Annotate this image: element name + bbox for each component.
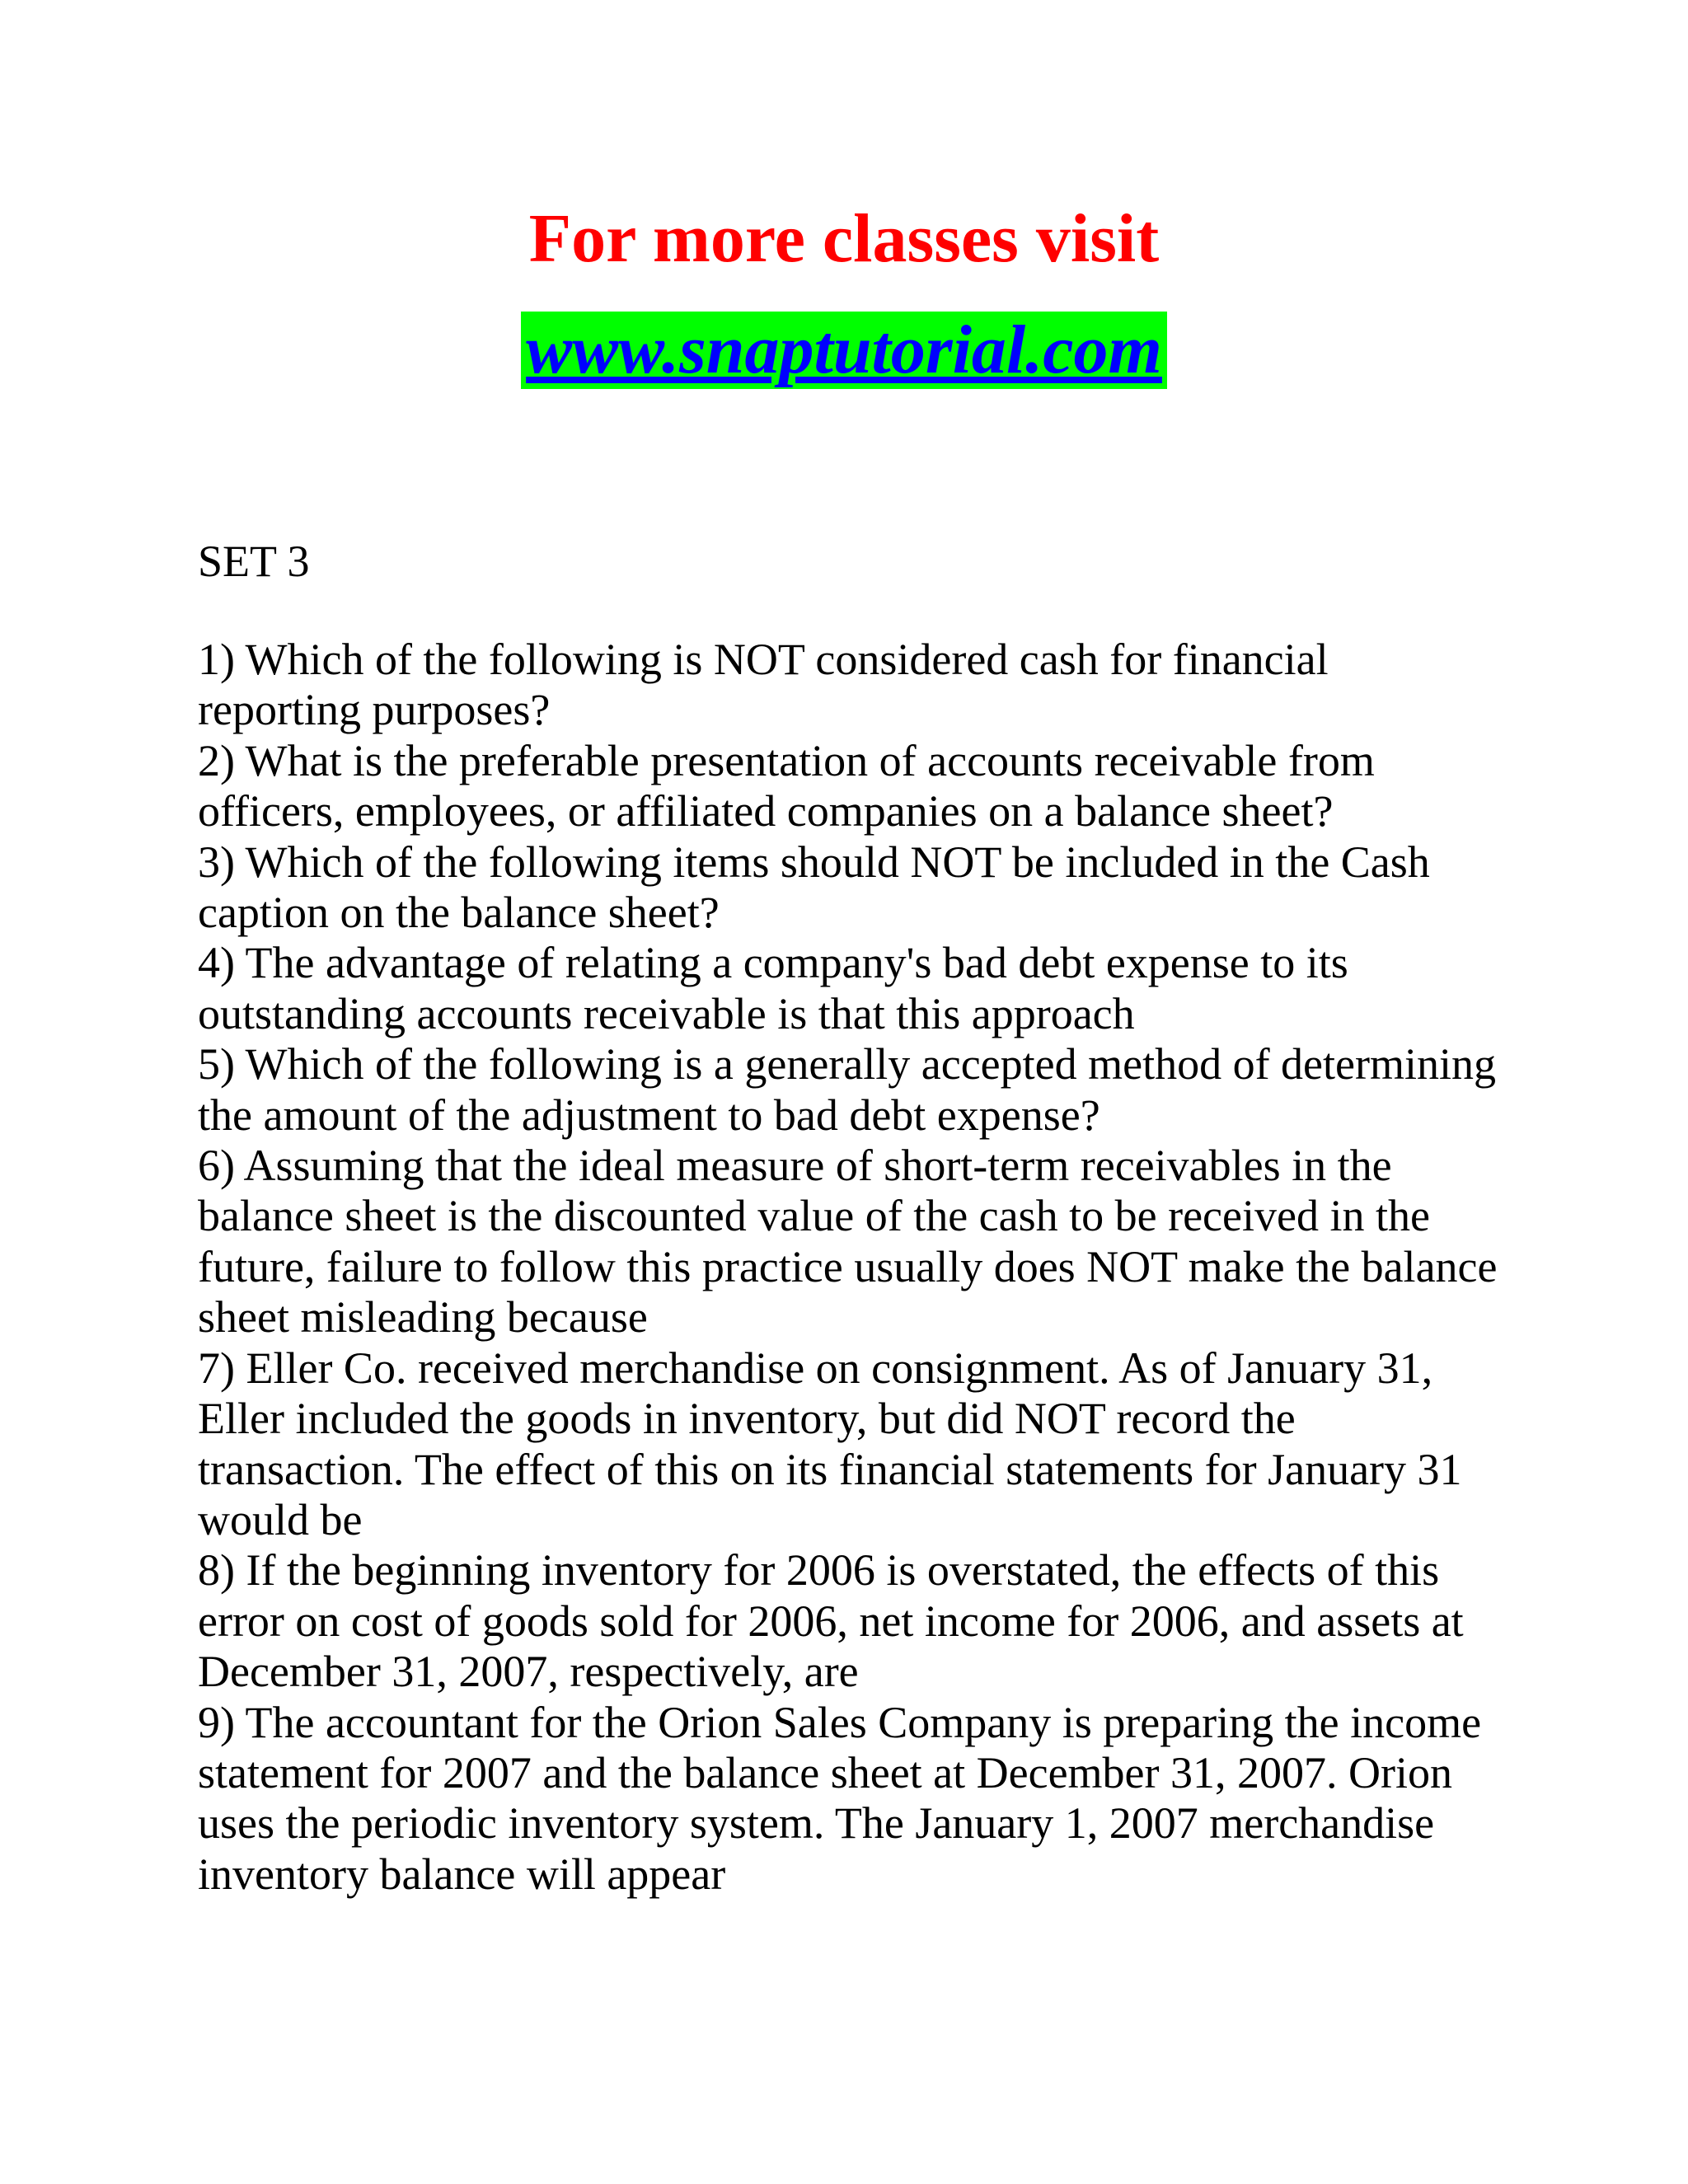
header-title: For more classes visit: [528, 200, 1160, 277]
snaptutorial-link[interactable]: www.snaptutorial.com: [521, 312, 1167, 389]
question-item: 5) Which of the following is a generally accepted method of determining the amount of the adjustment to bad debt expense?: [198, 1039, 1496, 1140]
question-item: 6) Assuming that the ideal measure of short-term receivables in the balance sheet is the discounted value of the cash to be received in the future, failure to follow this practice usually does NOT make the balance sheet misleading because: [198, 1141, 1498, 1343]
question-list: [198, 635, 1500, 1900]
question-item: 4) The advantage of relating a company's bad debt expense to its outstanding accounts receivable is that this approach: [198, 938, 1348, 1038]
set-label: SET 3: [198, 537, 310, 586]
question-item: 2) What is the preferable presentation of accounts receivable from officers, employees, or affiliated companies on a balance sheet?: [198, 735, 1375, 837]
question-item: 7) Eller Co. received merchandise on consignment. As of January 31, Eller included the goods in inventory, but did NOT record the transaction. The effect of this on its financial statements for January 31 would be: [198, 1343, 1462, 1544]
header-link-wrap: [0, 312, 1688, 389]
question-item: 8) If the beginning inventory for 2006 is overstated, the effects of this error on cost of goods sold for 2006, net income for 2006, and assets at December 31, 2007, respectively, are: [198, 1545, 1464, 1697]
question-item: 1) Which of the following is NOT considered cash for financial reporting purposes?: [198, 635, 1329, 735]
question-item: 9) The accountant for the Orion Sales Company is preparing the income statement for 2007 and the balance sheet at December 31, 2007. Orion uses the periodic inventory system. The January 1, 2007 merchandise inventory balance will appear: [198, 1697, 1482, 1899]
question-item: 3) Which of the following items should NOT be included in the Cash caption on the balance sheet?: [198, 837, 1430, 938]
